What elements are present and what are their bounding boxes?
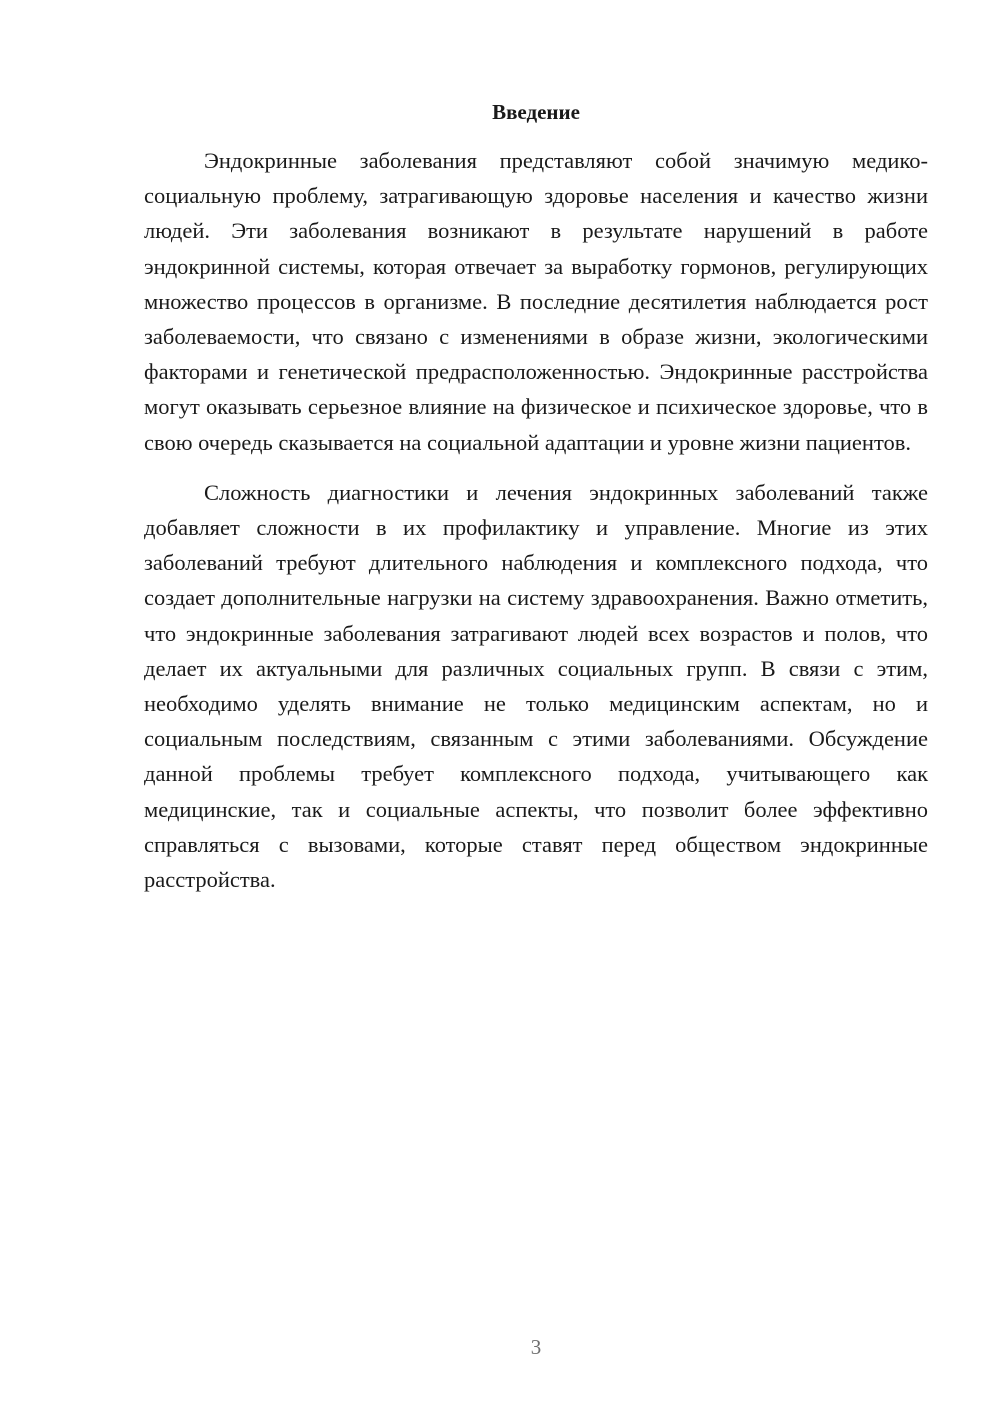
paragraph-1: Эндокринные заболевания представляют собой значимую медико-социальную проблему, затрагивающую здоровье населения и качество жизни людей. Эти заболевания возникают в результате нарушений в работе эндокринной системы, которая отвечает за выработку гормонов, регулирующих множество процессов в организме. В последние десятилетия наблюдается рост заболеваемости, что связано с изменениями в образе жизни, экологическими факторами и генетической предрасположенностью. Эндокринные расстройства могут оказывать серьезное влияние на физическое и психическое здоровье, что в свою очередь сказывается на социальной адаптации и уровне жизни пациентов. (144, 148, 928, 455)
section-title: Введение (492, 100, 580, 124)
page-number: 3 (530, 1335, 542, 1359)
paragraph-2: Сложность диагностики и лечения эндокринных заболеваний также добавляет сложности в их профилактику и управление. Многие из этих заболеваний требуют длительного наблюдения и комплексного подхода, что создает дополнительные нагрузки на систему здравоохранения. Важно отметить, что эндокринные заболевания затрагивают людей всех возрастов и полов, что делает их актуальными для различных социальных групп. В связи с этим, необходимо уделять внимание не только медицинским аспектам, но и социальным последствиям, связанным с этими заболеваниями. Обсуждение данной проблемы требует комплексного подхода, учитывающего как медицинские, так и социальные аспекты, что позволит более эффективно справляться с вызовами, которые ставят перед обществом эндокринные расстройства. (144, 479, 928, 893)
body-text (144, 143, 928, 897)
